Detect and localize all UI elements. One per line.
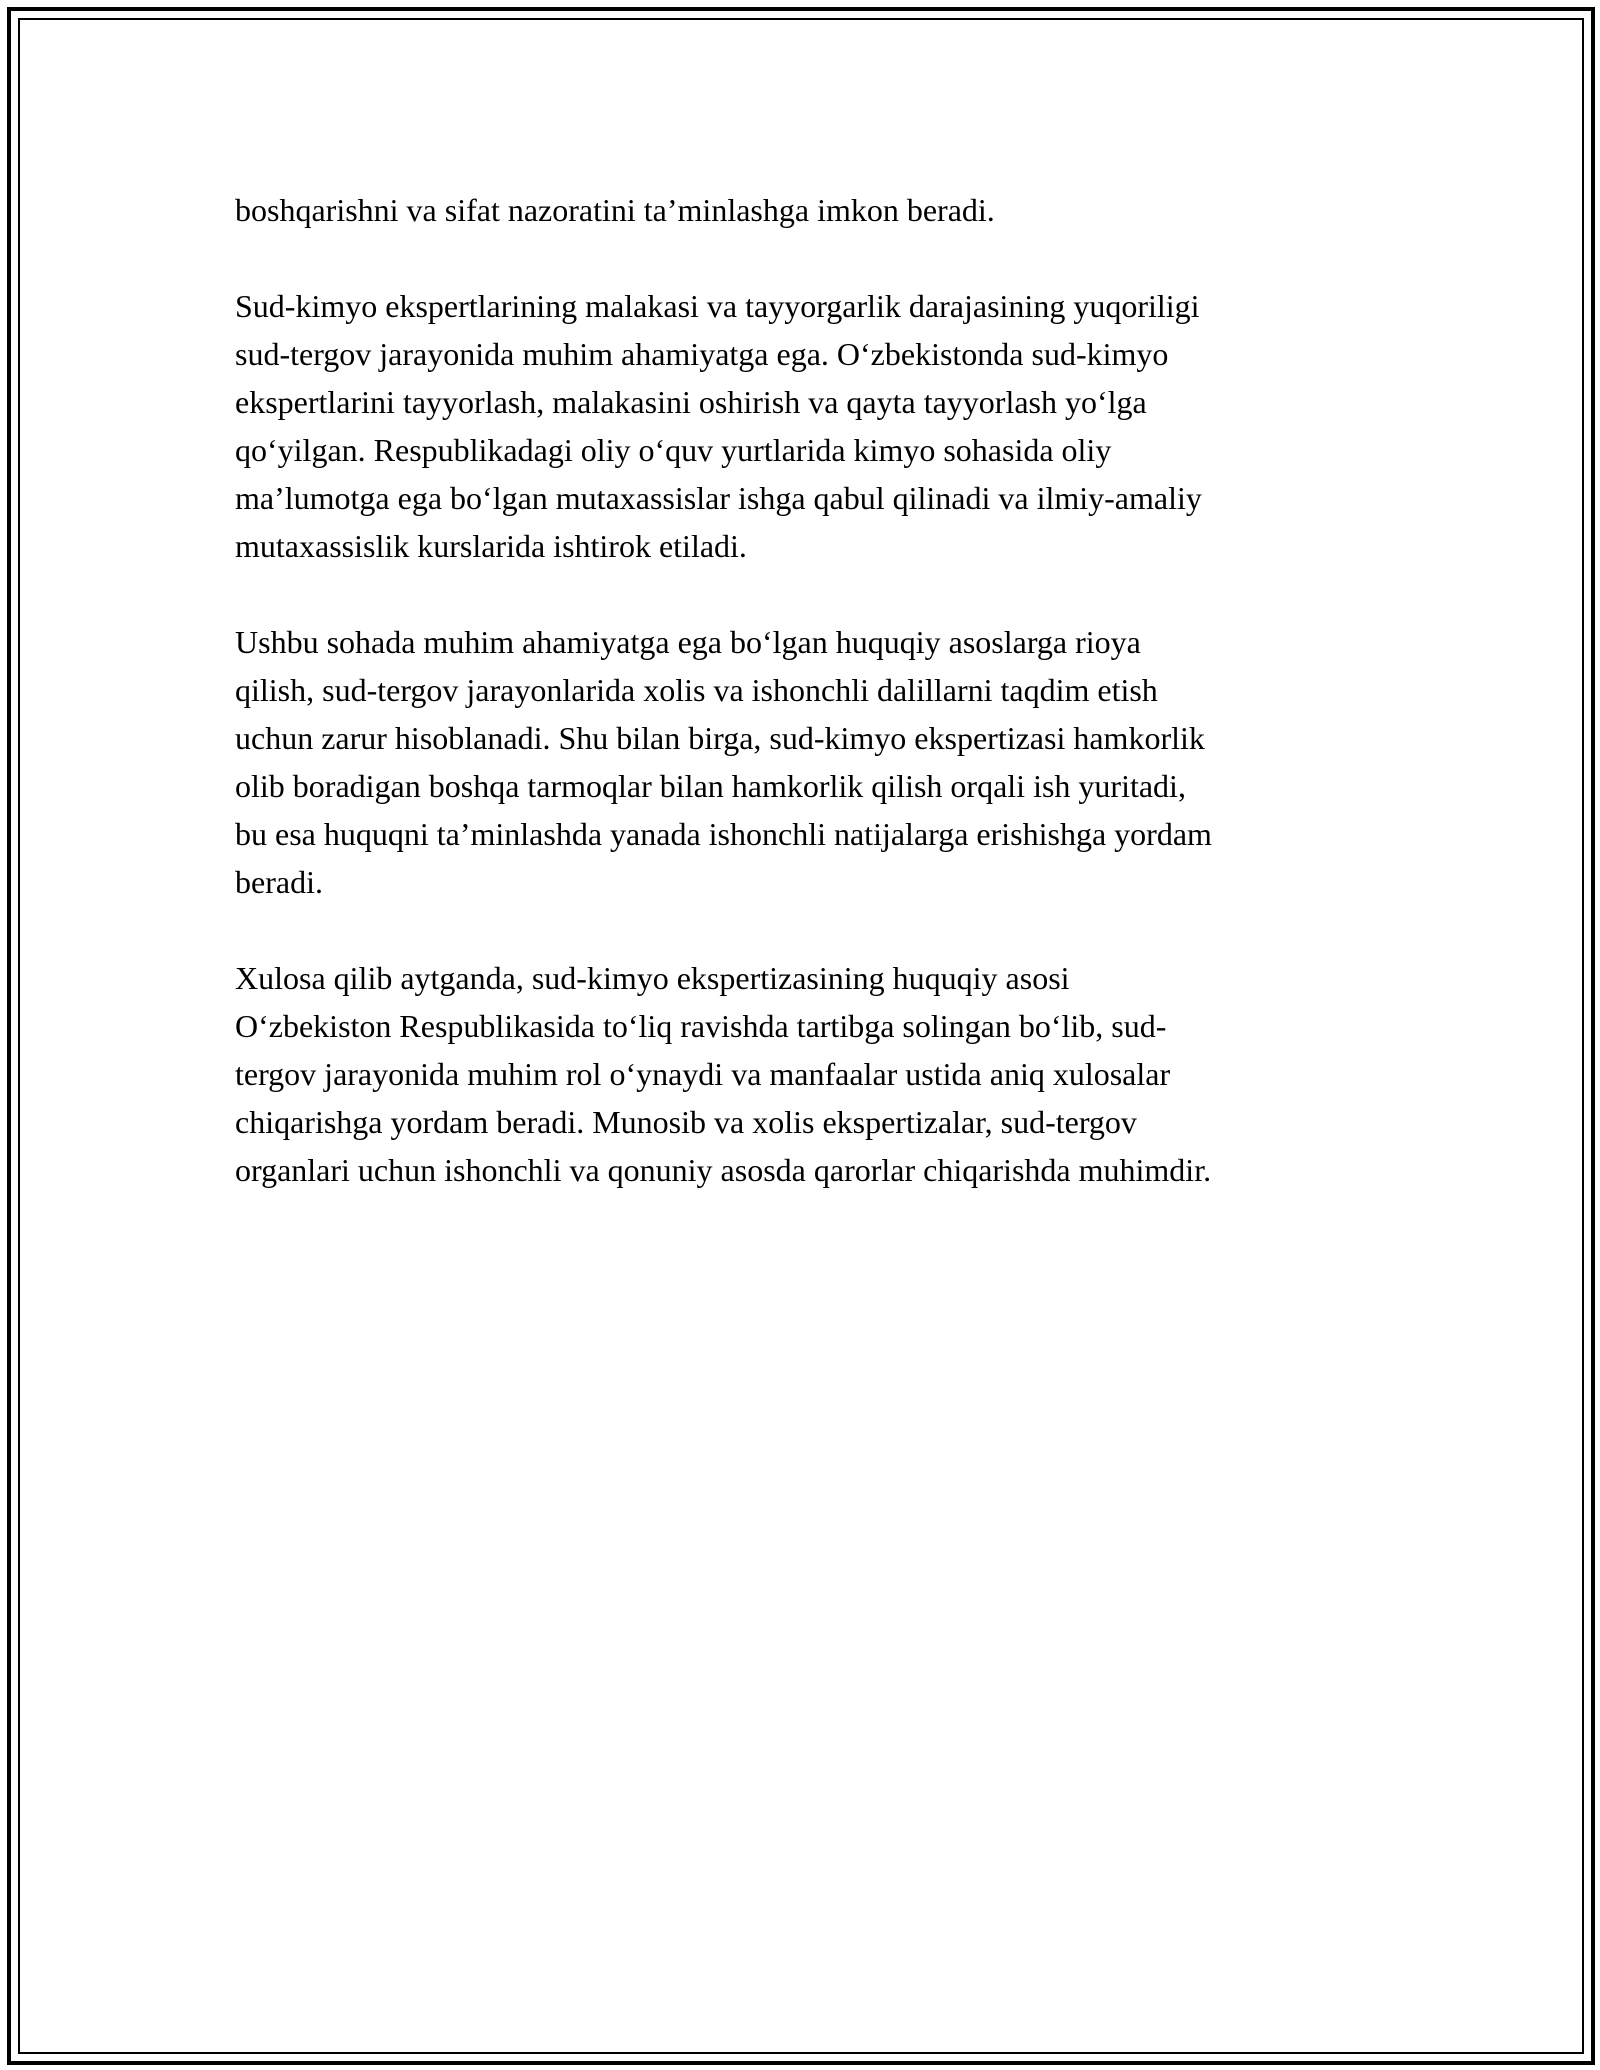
text-line: Ushbu sohada muhim ahamiyatga ega bo‘lgan huquqiy asoslarga rioya — [235, 624, 1141, 660]
paragraph-2 — [235, 282, 1365, 570]
paragraph-4 — [235, 954, 1365, 1194]
text-line: qo‘yilgan. Respublikadagi oliy o‘quv yurtlarida kimyo sohasida oliy — [235, 432, 1112, 468]
text-line: bu esa huquqni ta’minlashda yanada ishonchli natijalarga erishishga yordam — [235, 816, 1212, 852]
text-line: uchun zarur hisoblanadi. Shu bilan birga, sud-kimyo ekspertizasi hamkorlik — [235, 720, 1205, 756]
text-line: beradi. — [235, 864, 323, 900]
text-line: ekspertlarini tayyorlash, malakasini oshirish va qayta tayyorlash yo‘lga — [235, 384, 1147, 420]
text-line: Sud-kimyo ekspertlarining malakasi va tayyorgarlik darajasining yuqoriligi — [235, 288, 1200, 324]
text-line: O‘zbekiston Respublikasida to‘liq ravishda tartibga solingan bo‘lib, sud- — [235, 1008, 1167, 1044]
text-line: boshqarishni va sifat nazoratini ta’minlashga imkon beradi. — [235, 192, 995, 228]
text-line: sud-tergov jarayonida muhim ahamiyatga ega. O‘zbekistonda sud-kimyo — [235, 336, 1169, 372]
text-line: ma’lumotga ega bo‘lgan mutaxassislar ishga qabul qilinadi va ilmiy-amaliy — [235, 480, 1202, 516]
text-line: qilish, sud-tergov jarayonlarida xolis va ishonchli dalillarni taqdim etish — [235, 672, 1158, 708]
text-line: organlari uchun ishonchli va qonuniy asosda qarorlar chiqarishda muhimdir. — [235, 1152, 1212, 1188]
text-line: mutaxassislik kurslarida ishtirok etiladi. — [235, 528, 747, 564]
text-line: Xulosa qilib aytganda, sud-kimyo ekspertizasining huquqiy asosi — [235, 960, 1070, 996]
text-line: tergov jarayonida muhim rol o‘ynaydi va manfaalar ustida aniq xulosalar — [235, 1056, 1171, 1092]
paragraph-1 — [235, 186, 1365, 234]
text-line: chiqarishga yordam beradi. Munosib va xolis ekspertizalar, sud-tergov — [235, 1104, 1137, 1140]
paragraph-3 — [235, 618, 1365, 906]
document-body — [235, 186, 1365, 1242]
text-line: olib boradigan boshqa tarmoqlar bilan hamkorlik qilish orqali ish yuritadi, — [235, 768, 1186, 804]
